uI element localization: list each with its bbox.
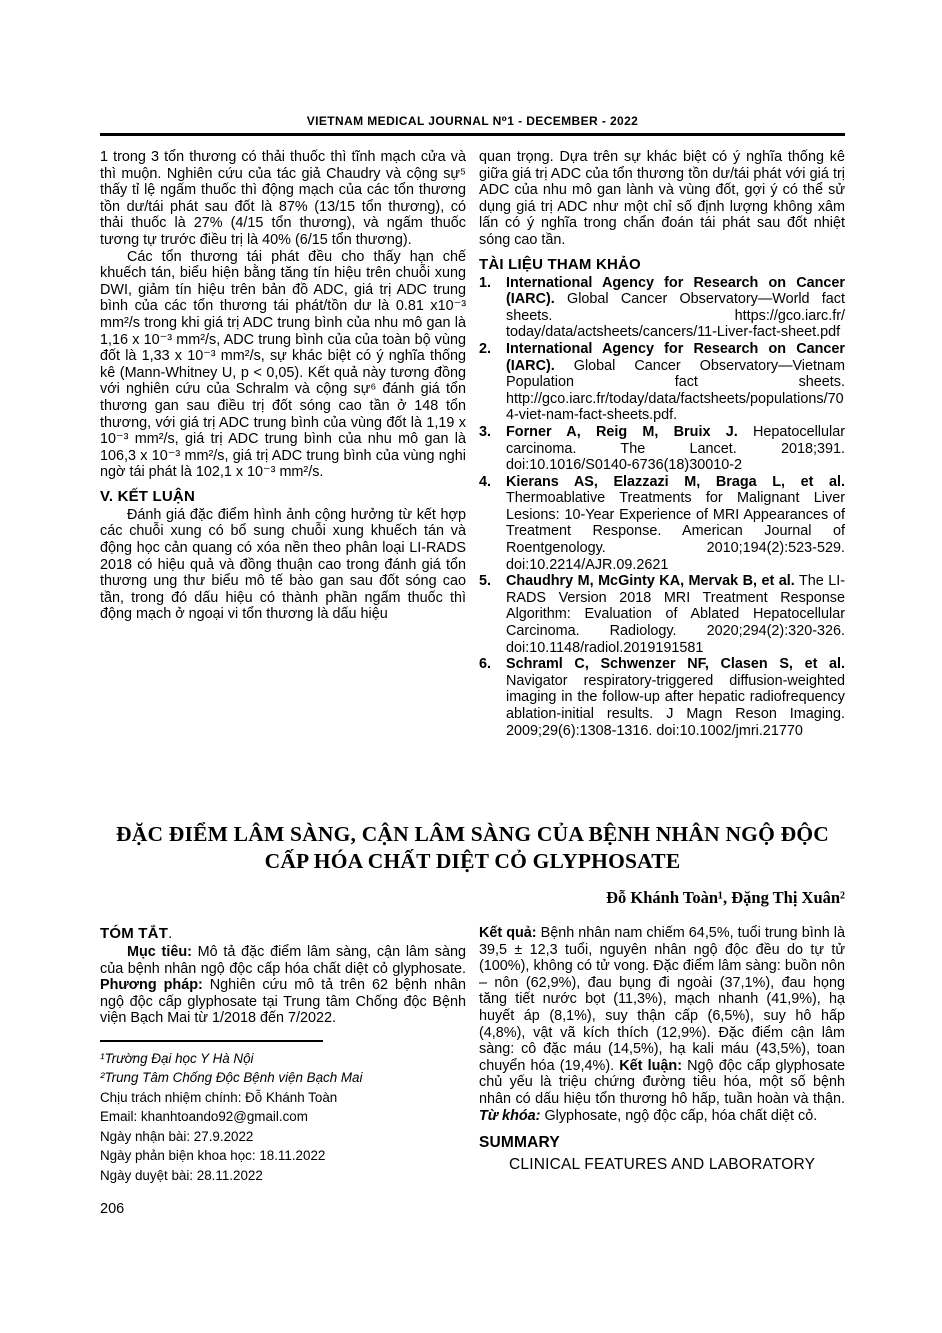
- reference-text: [506, 573, 845, 656]
- reference-authors: Forner A, Reig M, Bruix J.: [506, 423, 738, 440]
- footnotes-block: [100, 1049, 466, 1186]
- conclusion-heading: V. KẾT LUẬN: [100, 487, 195, 505]
- affiliation-1: ¹Trường Đại học Y Hà Nội: [100, 1050, 254, 1066]
- reference-item: [479, 656, 845, 739]
- reference-detail: Thermoablative Treatments for Malignant Liver Lesions: 10-Year Experience of MRI Appearances of Treatment Response. American Journal of Roentgenology. 2010;194(2):523-529. doi:10.2214/AJR.09.2621: [506, 490, 845, 573]
- reference-number: 2.: [479, 340, 492, 357]
- reference-text: [506, 424, 845, 474]
- journal-title: VIETNAM MEDICAL JOURNAL N⁰1 - DECEMBER - 2022: [306, 114, 639, 128]
- reference-detail: Navigator respiratory-triggered diffusion-weighted imaging in the follow-up after hepatic radiofrequency ablation-initial results. J Magn Reson Imaging. 2009;29(6):1308-1316. doi:10.1002/jmri.21770: [506, 672, 845, 739]
- reference-number: 5.: [479, 573, 492, 590]
- keywords-text: Glyphosate, ngộ độc cấp, hóa chất diệt cỏ.: [540, 1107, 818, 1124]
- reference-number: 3.: [479, 423, 492, 440]
- reference-number: 4.: [479, 473, 492, 490]
- reference-authors: International Agency for Research on Cancer (IARC).: [506, 340, 845, 374]
- author-email: Email: khanhtoando92@gmail.com: [100, 1109, 308, 1125]
- reference-detail: Hepatocellular carcinoma. The Lancet. 2018;391. doi:10.1016/S0140-6736(18)30010-2: [506, 423, 845, 474]
- article2-title-line2: CẤP HÓA CHẤT DIỆT CỎ GLYPHOSATE: [264, 849, 681, 873]
- abstract-heading-text: TÓM TẮT: [100, 925, 169, 942]
- summary-heading: SUMMARY: [479, 1134, 560, 1152]
- article1-columns: [100, 149, 845, 739]
- conclusion-text: Ngộ độc cấp glyphosate chủ yếu là triệu chứng đường tiêu hóa, một số bệnh nhân có dấu hiệu tổn thương hô hấp, tuần hoàn và thận.: [479, 1057, 846, 1107]
- reference-item: [479, 341, 845, 424]
- reference-detail: Global Cancer Observatory—World fact sheets. https://gco.iarc.fr/ today/data/actsheets/cancers/11-Liver-fact-sheet.pdf: [506, 291, 845, 341]
- page-content: [100, 0, 845, 1217]
- conclusion-paragraph: Đánh giá đặc điểm hình ảnh cộng hưởng từ kết hợp các chuỗi xung có bổ sung chuỗi xung khuếch tán và động học cản quang có xóa nền theo phân loại LI-RADS 2018 có hiệu quả và đồng thuận cao trong đánh giá tổn thương ung thư biểu mô tế bào gan sau đốt sóng cao tần, trong đó dấu hiệu có thành phần ngấm thuốc thì động mạch ở ngoại vi tổn thương là dấu hiệu: [100, 506, 466, 623]
- date-reviewed: Ngày phản biện khoa học: 18.11.2022: [100, 1148, 326, 1164]
- results-label: Kết quả:: [479, 925, 537, 941]
- corresponding-author: Chịu trách nhiệm chính: Đỗ Khánh Toàn: [100, 1089, 338, 1105]
- article1-left-column: [100, 149, 466, 739]
- reference-item: [479, 275, 845, 341]
- journal-header: [100, 114, 845, 136]
- article2-columns: [100, 925, 845, 1185]
- article1-section: [100, 149, 845, 791]
- objective-label: Mục tiêu:: [127, 944, 192, 960]
- reference-authors: International Agency for Research on Cancer (IARC).: [506, 274, 845, 308]
- article2-authors: Đỗ Khánh Toàn¹, Đặng Thị Xuân²: [606, 888, 845, 907]
- reference-text: [506, 275, 845, 341]
- article2-title-line1: ĐẶC ĐIỂM LÂM SÀNG, CẬN LÂM SÀNG CỦA BỆNH NHÂN NGỘ ĐỘC: [116, 822, 829, 846]
- abstract-heading: [100, 925, 466, 942]
- keywords-label: Từ khóa:: [479, 1107, 541, 1124]
- date-received: Ngày nhận bài: 27.9.2022: [100, 1128, 254, 1144]
- method-text: Nghiên cứu mô tả trên 62 bệnh nhân ngộ độc cấp glyphosate tại Trung tâm Chống độc Bệnh viện Bạch Mai từ 1/2018 đến 7/2022.: [100, 977, 466, 1027]
- footnote-separator: [100, 1040, 323, 1042]
- abstract-paragraph: [100, 944, 466, 1027]
- method-label: Phương pháp:: [100, 977, 203, 994]
- summary-title: CLINICAL FEATURES AND LABORATORY: [509, 1156, 816, 1174]
- article1-paragraph-2: Các tổn thương tái phát đều cho thấy hạn chế khuếch tán, biểu hiện bằng tăng tín hiệu trên chuỗi xung DWI, giảm tín hiệu trên bản đồ ADC, giá trị ADC trung bình của các tổn thương tái phát/tồn dư là 0.81 x10⁻³ mm²/s trong khi giá trị ADC trung bình của nhu mô gan là 1,16 x 10⁻³ mm²/s, ADC trung bình của của toàn bộ vùng đốt là 1,33 x 10⁻³ mm²/s, sự khác biệt có ý nghĩa thống kê (Mann-Whitney U, p < 0,05). Kết quả này tương đồng với nghiên cứu của Schralm và cộng sự⁶ đánh giá tổn thương gan sau điều trị đốt sóng cao tần ở 148 tổn thương, với giá trị ADC trung bình của vùng đốt là 1,19 x 10⁻³ mm²/s, giá trị ADC trung bình của nhu mô gan là 106,3 x 10⁻³ mm²/s, giá trị ADC trung bình của vùng nghi ngờ tái phát là 102,1 x 10⁻³ mm²/s.: [100, 248, 466, 481]
- reference-number: 1.: [479, 274, 492, 291]
- reference-detail: The LI-RADS Version 2018 MRI Treatment Response Algorithm: Evaluation of Ablated Hepatocellular Carcinoma. Radiology. 2020;294(2):320-326. doi:10.1148/radiol.2019191581: [506, 573, 845, 656]
- reference-detail: Global Cancer Observatory—Vietnam Population fact sheets. http://gco.iarc.fr/today/data/factsheets/populations/704-viet-nam-fact-sheets.pdf.: [506, 357, 845, 424]
- reference-text: [506, 474, 845, 574]
- references-heading: TÀI LIỆU THAM KHẢO: [479, 255, 641, 273]
- reference-authors: Schraml C, Schwenzer NF, Clasen S, et al.: [506, 656, 845, 673]
- objective-text: Mô tả đặc điểm lâm sàng, cận lâm sàng của bệnh nhân ngộ độc cấp hóa chất diệt cỏ glyphosate.: [100, 944, 466, 977]
- abstract-heading-period: .: [168, 925, 173, 942]
- article2-right-column: [479, 925, 845, 1185]
- article1-paragraph-1: 1 trong 3 tổn thương có thải thuốc thì tĩnh mạch cửa và thì muộn. Nghiên cứu của tác giả Chaudry và cộng sự⁵ thấy tỉ lệ ngấm thuốc thì động mạch của các tổn thương tồn dư/tái phát sau đốt là 87% (13/15 tổn thương), có thải thuốc là 27% (4/15 tổn thương), và ngấm thuốc tương tự trước điều trị là 40% (6/15 tổn thương).: [100, 149, 466, 248]
- article1-right-column: [479, 149, 845, 739]
- reference-number: 6.: [479, 656, 492, 673]
- reference-item: [479, 573, 845, 656]
- affiliation-2: ²Trung Tâm Chống Độc Bệnh viện Bạch Mai: [100, 1070, 363, 1086]
- article2-section: [100, 925, 845, 1185]
- reference-authors: Chaudhry M, McGinty KA, Mervak B, et al.: [506, 573, 795, 590]
- article2-left-column: [100, 925, 466, 1185]
- conclusion-label: Kết luận:: [619, 1057, 682, 1074]
- reference-item: [479, 424, 845, 474]
- results-text: Bệnh nhân nam chiếm 64,5%, tuổi trung bình là 39,5 ± 12,3 tuổi, nguyên nhân ngộ độc đều do tự tử (100%), không có tử vong. Đặc điểm lâm sàng: buồn nôn – nôn (62,9%), đau bụng đi ngoài (37,1%), đau họng tăng tiết nước bọt (11,3%), mạch nhanh (41,9%), hạ huyết áp (8,1%), suy thận cấp (6,5%), suy hô hấp (4,8%), vật vã kích thích (12,9%). Đặc điểm cận lâm sàng: cô đặc máu (14,5%), hạ kali máu (43,5%), toan chuyển hóa (19,4%).: [479, 925, 845, 1074]
- reference-item: [479, 474, 845, 574]
- date-accepted: Ngày duyệt bài: 28.11.2022: [100, 1167, 263, 1183]
- reference-authors: Kierans AS, Elazzazi M, Braga L, et al.: [506, 473, 845, 490]
- page-number: 206: [100, 1201, 125, 1218]
- results-paragraph: [479, 925, 845, 1124]
- article2-title: [100, 821, 845, 875]
- reference-text: [506, 656, 845, 739]
- reference-text: [506, 341, 845, 424]
- article1-paragraph-3: quan trọng. Dựa trên sự khác biệt có ý nghĩa thống kê giữa giá trị ADC của tổn thương tồn dư/tái phát với giá trị ADC của nhu mô gan lành và vùng đốt, gợi ý có thể sử dụng giá trị ADC như một chỉ số định lượng không xâm lấn có ý nghĩa trong chẩn đoán tái phát sau đốt nhiệt sóng cao tần.: [479, 149, 845, 248]
